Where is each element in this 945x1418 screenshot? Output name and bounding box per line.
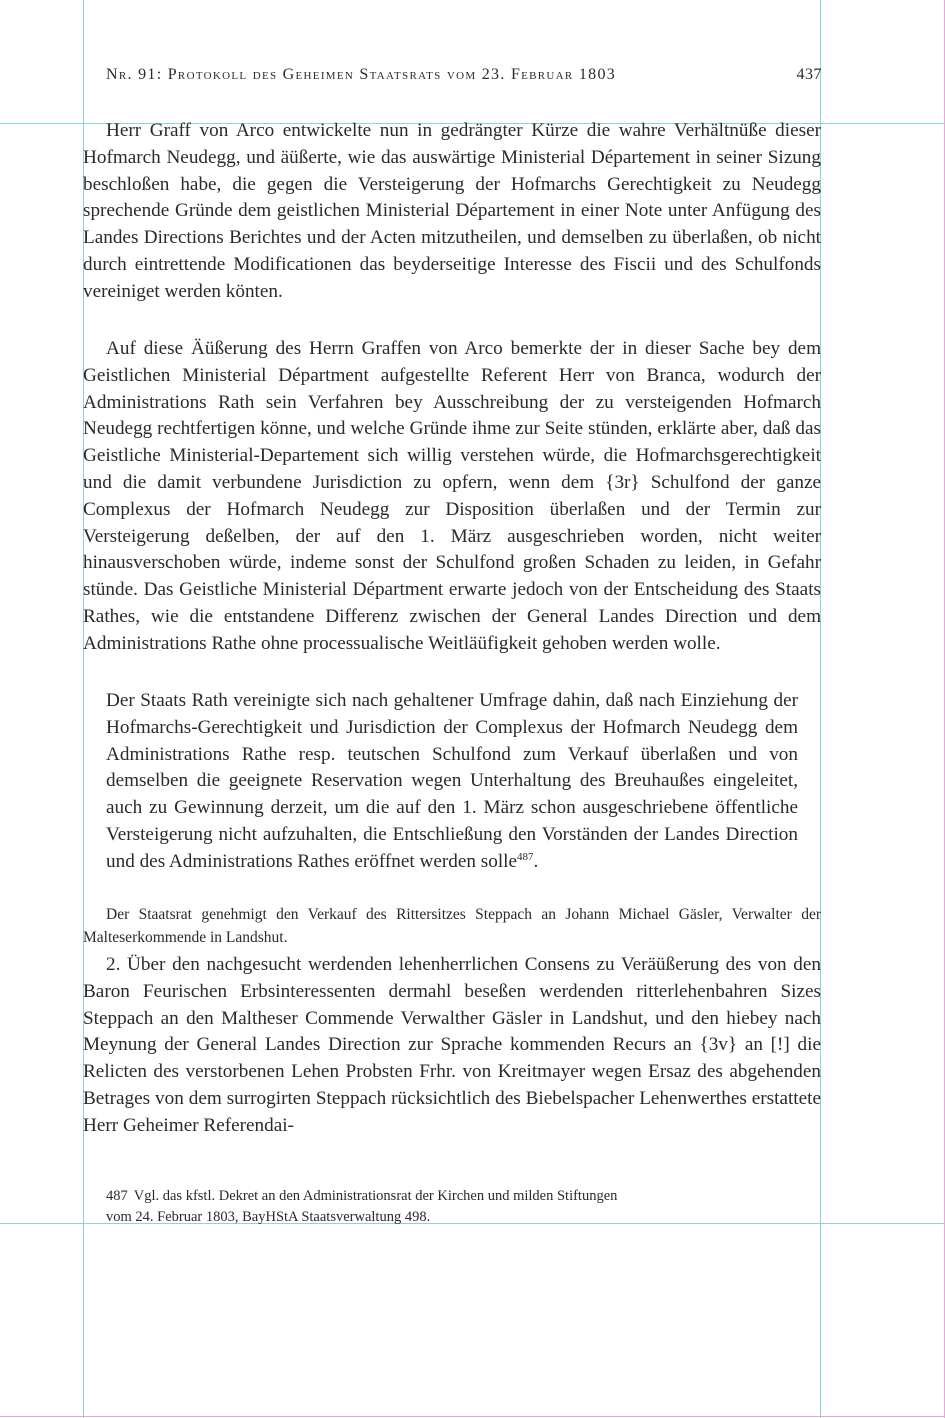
page-number: 437 bbox=[796, 66, 822, 83]
council-decision bbox=[106, 688, 798, 876]
running-title: Nr. 91: Protokoll des Geheimen Staatsrats vom 23. Februar 1803 bbox=[106, 66, 617, 83]
footnote bbox=[106, 1186, 626, 1227]
paragraph-2: Auf diese Äüßerung des Herrn Graffen von Arco bemerkte der in dieser Sache bey dem Geistlichen Ministerial Départment aufgestellte Referent Herr von Branca, wodurch der Administrations Rath sein Verfahren bey Ausschreibung der zu versteigenden Hofmarch Neudegg rechtfertigen könne, und welche Gründe ihme zur Seite stünden, erklärte aber, daß das Geistliche Ministerial-Departement sich willig verstehen würde, die Hofmarchsgerechtigkeit und die damit verbundene Jurisdiction zu opfern, wenn dem {3r} Schulfond der ganze Complexus der Hofmarch Neudegg zur Disposition überlaßen und der Termin zur Versteigerung deßelben, der auf den 1. März ausgeschrieben worden, nicht weiter hinausverschoben würde, indeme sonst der Schulfond großen Schaden zu leiden, in Gefahr stünde. Das Geistliche Ministerial Départment erwarte jedoch von der Entscheidung des Staats Rathes, wie die entstandene Differenz zwischen der General Landes Direction und dem Administrations Rathe ohne processualische Weitläüfigkeit gehoben werden wolle. bbox=[83, 338, 821, 654]
footnote-reference[interactable]: 487 bbox=[517, 850, 534, 863]
footnote-text: Vgl. das kfstl. Dekret an den Administrationsrat der Kirchen und milden Stiftungen vom 24. Februar 1803, BayHStA Staatsverwaltung 498. bbox=[106, 1188, 618, 1225]
footnote-number: 487 bbox=[106, 1188, 128, 1204]
paragraph-1: Herr Graff von Arco entwickelte nun in gedrängter Kürze die wahre Verhältnüße dieser Hofmarch Neudegg, und äüßerte, wie das auswärtige Ministerial Département in seiner Sizung beschloßen habe, die gegen die Versteigerung der Hofmarchs Gerechtigkeit zu Neudegg sprechende Gründe dem geistlichen Ministerial Département in einer Note unter Anfügung des Landes Directions Berichtes und der Acten mitzutheilen, und demselben zu überlaßen, ob nicht durch eintrettende Modificationen das beyderseitige Interesse des Fiscii und des Schulfonds vereiniget werden könten. bbox=[83, 120, 821, 302]
regest-summary: Der Staatsrat genehmigt den Verkauf des Rittersitzes Steppach an Johann Michael Gäsler, Verwalter der Malteserkommende in Landshut. bbox=[83, 906, 821, 946]
paragraph-1-block bbox=[83, 118, 821, 306]
paragraph-3: 2. Über den nachgesucht werdenden lehenherrlichen Consens zu Veräüßerung des von den Baron Feurischen Erbsinteressenten dermahl beseßen werdenden ritterlehenbahren Sizes Steppach an den Maltheser Commende Verwalther Gäsler in Landshut, und den hiebey nach Meynung der General Landes Direction zur Sprache kommenden Recurs an {3v} an [!] die Relicten des verstorbenen Lehen Probsten Frhr. von Kreitmayer wegen Ersaz des abgehenden Betrages von dem surrogirten Steppach rücksichtlich des Biebelspacher Lehenwerthes erstattete Herr Geheimer Referendai- bbox=[83, 954, 821, 1136]
paragraph-3-block bbox=[83, 952, 821, 1140]
decision-text: Der Staats Rath vereinigte sich nach gehaltener Umfrage dahin, daß nach Einziehung der Hofmarchs-Gerechtigkeit und Jurisdiction der Complexus der Hofmarch Neudegg dem Administrations Rathe resp. teutschen Schulfond zum Verkauf überlaßen und von demselben die geeignete Reservation wegen Unterhaltung des Breuhaußes eingeleitet, auch zu Gewinnung derzeit, um die auf den 1. März schon ausgeschriebene öffentliche Versteigerung nicht aufzuhalten, die Entschließung den Vorständen der Landes Direction und des Administrations Rathes eröffnet werden solle bbox=[106, 690, 798, 872]
page-edge-bottom bbox=[0, 1416, 945, 1417]
running-header bbox=[106, 66, 822, 88]
decision-end-punctuation: . bbox=[533, 850, 539, 872]
paragraph-2-block bbox=[83, 336, 821, 658]
